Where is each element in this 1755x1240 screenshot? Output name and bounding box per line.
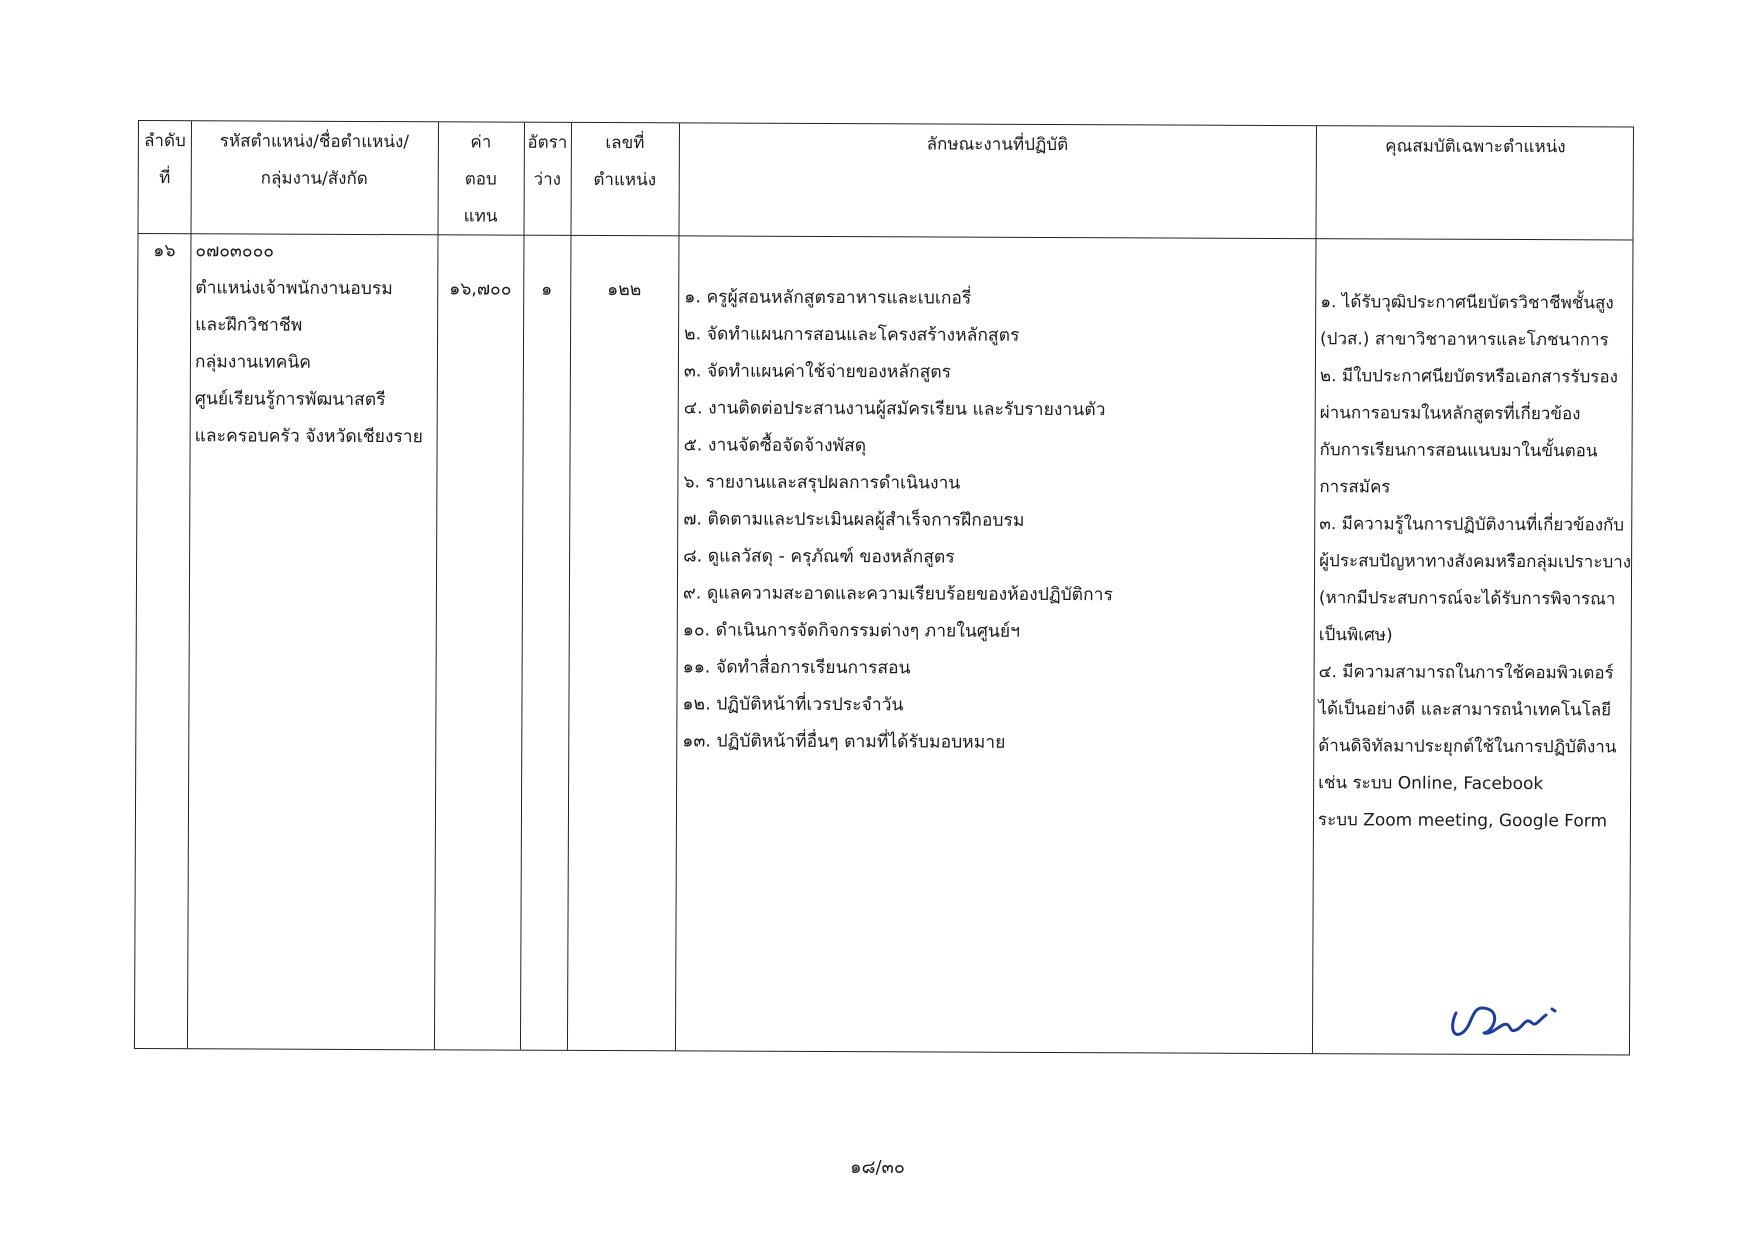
qualification-line: (หากมีประสบการณ์จะได้รับการพิจารณา (1318, 588, 1616, 610)
duty-item: ๗. ติดตามและประเมินผลผู้สำเร็จการฝึกอบรม (683, 509, 1025, 531)
header-salary: ค่า ตอบ แทน (463, 132, 498, 227)
duty-item: ๑๐. ดำเนินการจัดกิจกรรมต่างๆ ภายในศูนย์ฯ (682, 620, 1021, 642)
qualification-line: ได้เป็นอย่างดี และสามารถนำเทคโนโลยี (1318, 699, 1612, 721)
qualification-line: ผู้ประสบปัญหาทางสังคมหรือกลุ่มเปราะบาง (1319, 551, 1632, 573)
qualification-line: เช่น ระบบ Online, Facebook (1318, 773, 1544, 795)
page-number: ๑๘/๓๐ (850, 1157, 905, 1178)
header-position: รหัสตำแหน่ง/ชื่อตำแหน่ง/ กลุ่มงาน/สังกัด (219, 131, 410, 190)
duty-item: ๒. จัดทำแผนการสอนและโครงสร้างหลักสูตร (684, 324, 1020, 346)
header-duties: ลักษณะงานที่ปฏิบัติ (926, 134, 1069, 156)
duty-item: ๑๑. จัดทำสื่อการเรียนการสอน (682, 657, 911, 679)
qualification-line: ๓. มีความรู้ในการปฏิบัติงานที่เกี่ยวข้องกับ (1319, 514, 1625, 536)
header-vacancy: อัตรา ว่าง (527, 132, 568, 190)
qualification-line: ๔. มีความสามารถในการใช้คอมพิวเตอร์ (1318, 662, 1614, 684)
row-order: ๑๖ (153, 241, 176, 262)
row-position (190, 233, 438, 456)
position-title-cont: และฝึกวิชาชีพ (195, 315, 303, 336)
row-qualifications (1313, 238, 1635, 840)
qualification-line: ๒. มีใบประกาศนียบัตรหรือเอกสารรับรอง (1319, 366, 1618, 388)
row-salary: ๑๖,๗๐๐ (449, 279, 512, 300)
qualification-line: ระบบ Zoom meeting, Google Form (1317, 810, 1608, 832)
row-vacancy: ๑ (541, 279, 553, 300)
position-group: กลุ่มงานเทคนิค (194, 352, 312, 373)
qualification-line: กับการเรียนการสอนแนบมาในขั้นตอน (1319, 440, 1598, 462)
row-position-no: ๑๒๒ (607, 280, 642, 301)
qualification-line: เป็นพิเศษ) (1318, 625, 1393, 646)
duty-item: ๑๓. ปฏิบัติหน้าที่อื่นๆ ตามที่ได้รับมอบหมาย (682, 731, 1006, 753)
position-unit-cont: และครอบครัว จังหวัดเชียงราย (194, 426, 423, 448)
row-duties (676, 235, 1315, 763)
qualification-line: ผ่านการอบรมในหลักสูตรที่เกี่ยวข้อง (1319, 403, 1581, 425)
position-title: ตำแหน่งเจ้าพนักงานอบรม (195, 278, 393, 300)
qualification-line: ด้านดิจิทัลมาประยุกต์ใช้ในการปฏิบัติงาน (1318, 736, 1617, 758)
duty-item: ๑๒. ปฏิบัติหน้าที่เวรประจำวัน (682, 694, 904, 716)
duty-item: ๘. ดูแลวัสดุ - ครุภัณฑ์ ของหลักสูตร (683, 546, 955, 568)
qualification-line: การสมัคร (1319, 477, 1391, 498)
qualification-line: (ปวส.) สาขาวิชาอาหารและโภชนาการ (1320, 329, 1609, 351)
header-position-no: เลขที่ ตำแหน่ง (593, 133, 657, 191)
signature-mark (1448, 995, 1568, 1045)
duty-item: ๙. ดูแลความสะอาดและความเรียบร้อยของห้องปฏิบัติการ (682, 583, 1113, 606)
duty-item: ๔. งานติดต่อประสานงานผู้สมัครเรียน และรับรายงานตัว (683, 398, 1106, 421)
position-code: ๐๗๐๓๐๐๐ (195, 241, 275, 262)
duty-item: ๑. ครูผู้สอนหลักสูตรอาหารและเบเกอรี่ (684, 287, 972, 309)
duty-item: ๓. จัดทำแผนค่าใช้จ่ายของหลักสูตร (683, 361, 952, 383)
qualification-line: ๑. ได้รับวุฒิประกาศนียบัตรวิชาชีพชั้นสูง (1320, 292, 1614, 314)
header-order: ลำดับ ที่ (143, 131, 186, 189)
duty-item: ๖. รายงานและสรุปผลการดำเนินงาน (683, 472, 961, 494)
header-qualifications: คุณสมบัติเฉพาะตำแหน่ง (1385, 136, 1566, 158)
position-table (134, 120, 1634, 1056)
position-unit: ศูนย์เรียนรู้การพัฒนาสตรี (194, 389, 386, 411)
duty-item: ๕. งานจัดซื้อจัดจ้างพัสดุ (683, 435, 867, 457)
